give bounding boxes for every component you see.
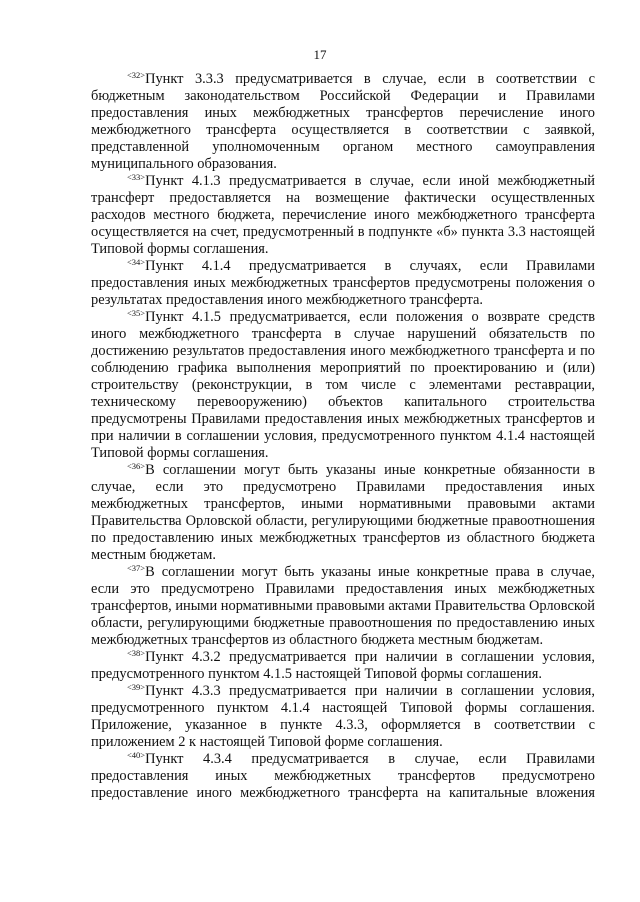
footnote-mark: <35>: [127, 307, 146, 318]
footnote-33: [91, 173, 595, 258]
footnote-mark: <33>: [127, 171, 146, 182]
footnote-37: [91, 564, 595, 649]
footnote-text: Пункт 4.3.4 предусматривается в случае, если Правилами предоставления иных межбюджетных трансфертов предусмотрено предоставление иного межбюджетного трансферта на капитальные вложения: [91, 751, 595, 801]
footnote-text: В соглашении могут быть указаны иные конкретные права в случае, если это предусмотрено Правилами предоставления иных межбюджетных трансфертов, иными нормативными правовыми актами Правительства Орловской области, регулирующими бюджетные правоотношения по предоставлению иных межбюджетных трансфертов из областного бюджета местным бюджетам.: [91, 564, 595, 648]
footnote-36: [91, 462, 595, 564]
footnote-mark: <34>: [127, 256, 146, 267]
footnote-mark: <36>: [127, 460, 146, 471]
footnote-mark: <38>: [127, 647, 146, 658]
footnote-text: Пункт 3.3.3 предусматривается в случае, если в соответствии с бюджетным законодательством Российской Федерации и Правилами предоставления иных межбюджетных трансфертов перечисление иного межбюджетного трансферта осуществляется в соответствии с заявкой, представленной уполномоченным органом местного самоуправления муниципального образования.: [91, 71, 595, 172]
footnote-text: В соглашении могут быть указаны иные конкретные обязанности в случае, если это предусмотрено Правилами предоставления иных межбюджетных трансфертов, иными нормативными правовыми актами Правительства Орловской области, регулирующими бюджетные правоотношения по предоставлению иных межбюджетных трансфертов из областного бюджета местным бюджетам.: [91, 462, 595, 563]
footnote-mark: <32>: [127, 69, 146, 80]
footnote-34: [91, 258, 595, 309]
footnote-text: Пункт 4.1.5 предусматривается, если положения о возврате средств иного межбюджетного трансферта в случае нарушений обязательств по достижению результатов предоставления иного межбюджетного трансферта и по соблюдению графика выполнения мероприятий по проектированию и (или) строительству (реконструкции, в том числе с элементами реставрации, техническому перевооружению) объектов капитального строительства предусмотрены Правилами предоставления иных межбюджетных трансфертов и при наличии в соглашении условия, предусмотренного пунктом 4.1.4 настоящей Типовой формы соглашения.: [91, 309, 595, 461]
footnote-39: [91, 683, 595, 751]
footnote-40: [91, 751, 595, 802]
footnote-mark: <39>: [127, 681, 146, 692]
footnote-32: [91, 71, 595, 173]
footnote-35: [91, 309, 595, 462]
footnote-mark: <40>: [127, 749, 146, 760]
footnote-mark: <37>: [127, 562, 146, 573]
footnotes-block: [91, 71, 595, 802]
footnote-text: Пункт 4.3.2 предусматривается при наличии в соглашении условия, предусмотренного пунктом 4.1.5 настоящей Типовой формы соглашения.: [91, 649, 595, 682]
footnote-text: Пункт 4.3.3 предусматривается при наличии в соглашении условия, предусмотренного пунктом 4.1.4 настоящей Типовой формы соглашения. Приложение, указанное в пункте 4.3.3, оформляется в соответствии с приложением 2 к настоящей Типовой форме соглашения.: [91, 683, 595, 750]
footnote-text: Пункт 4.1.3 предусматривается в случае, если иной межбюджетный трансферт предоставляется на возмещение фактически осуществленных расходов местного бюджета, перечисление иного межбюджетного трансферта осуществляется на счет, предусмотренный в подпункте «б» пункта 3.3 настоящей Типовой формы соглашения.: [91, 173, 595, 257]
footnote-text: Пункт 4.1.4 предусматривается в случаях, если Правилами предоставления иных межбюджетных трансфертов предусмотрены положения о результатах предоставления иного межбюджетного трансферта.: [91, 258, 595, 308]
footnote-38: [91, 649, 595, 683]
page-number: 17: [313, 47, 327, 62]
